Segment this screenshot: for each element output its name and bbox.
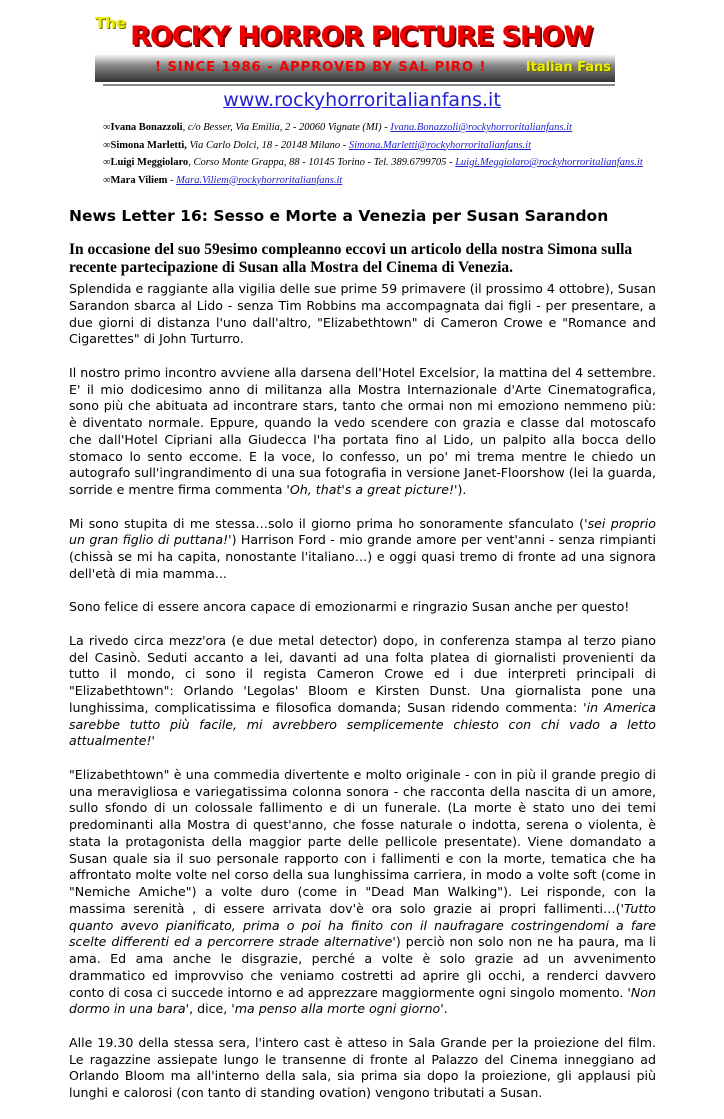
contacts-list [103,119,643,189]
contact-name: Ivana Bonazzoli [110,122,183,133]
banner-italian-fans: Italian Fans [525,60,611,75]
contact-item [103,119,643,137]
article [69,206,659,1119]
banner-title: ROCKY HORROR PICTURE SHOW [130,21,593,52]
paragraph-text: Il nostro primo incontro avviene alla darsena dell'Hotel Excelsior, la mattina del 4 settembre. E' il mio dodicesimo anno di militanza alla Mostra Internazionale d'Arte Cinematografica, sono più che abituata ad incontrare stars, tanto che ormai non mi emoziono nemmeno più: è diventato normale. Eppure, quando la vedo scendere con grazia e classe dal motoscafo che dall'Hotel Cipriani alla Giudecca l'ha portata fino al Lido, un palpito alla bocca dello stomaco lo sento eccome. E la voce, lo confesso, un po' mi trema mentre le chiedo un autografo sull'ingrandimento di una sua fotografia in versione Janet-Floorshow (lei la guarda, sorride e mentre firma commenta ' [69,364,656,497]
contact-email-link[interactable]: Simona.Marletti@rockyhorroritalianfans.it [348,139,531,151]
contact-name: Simona Marletti, [110,139,187,151]
infinity-icon: ∞ [103,174,111,186]
banner-since: ! SINCE 1986 - APPROVED BY SAL PIRO ! [155,60,487,75]
contact-address: , Corso Monte Grappa, 88 - 10145 Torino - Tel. 389.6799705 - [188,157,456,168]
contact-email-link[interactable]: Luigi.Meggiolaro@rockyhorroritalianfans.it [455,157,643,168]
infinity-icon: ∞ [103,157,111,168]
article-subtitle: In occasione del suo 59esimo compleanno eccovi un articolo della nostra Simona sulla recente partecipazione di Susan alla Mostra del Cinema di Venezia. [69,241,633,276]
contact-name: Mara Viliem [110,174,168,186]
banner-bar [95,54,615,82]
contact-email-link[interactable]: Ivana.Bonazzoli@rockyhorroritalianfans.it [390,122,572,133]
italic-quote: Oh, that's a great picture! [289,482,455,497]
banner-title-row [95,14,615,54]
article-paragraph [69,633,656,750]
newsletter-title: News Letter 16: Sesso e Morte a Venezia per Susan Sarandon [69,207,609,225]
contact-name: Luigi Meggiolaro [110,157,189,168]
paragraph-text: Splendida e raggiante alla vigilia delle sue prime 59 primavere (il prossimo 4 ottobre), Susan Sarandon sbarca al Lido - senza Tim Robbins ma accompagnata dai figli - per presentare, a due giorni di distanza l'uno dall'altro, "Elizabethtown" di Cameron Crowe e "Romance and Cigarettes" di John Turturro. [69,281,656,347]
contact-email-link[interactable]: Mara.Viliem@rockyhorroritalianfans.it [176,174,343,186]
article-paragraph [69,599,656,616]
infinity-icon: ∞ [103,139,111,151]
paragraph-text: ', dice, ' [185,1001,235,1017]
site-link[interactable]: www.rockyhorroritalianfans.it [223,89,501,111]
banner-the: The [95,14,127,32]
article-paragraph [69,1035,656,1102]
paragraph-text: '. [440,1001,448,1017]
article-paragraph [69,365,656,499]
paragraph-text: La rivedo circa mezz'ora (e due metal detector) dopo, in conferenza stampa al terzo piano del Casinò. Seduti accanto a lei, davanti ad una folta platea di giornalisti provenienti da tutto il mondo, ci sono il regista Cameron Crowe ed i due interpreti principali di "Elizabethtown": Orlando 'Legolas' Bloom e Kirsten Dunst. Una giornalista pone una lunghissima, complicatissima e filosofica domanda; Susan ridendo commenta: ' [69,632,656,715]
contact-address: - [167,174,177,186]
contact-item [103,172,643,190]
contact-item [103,137,643,155]
italic-quote: Non dormo in una bara [69,984,656,1017]
contact-address: Via Carlo Dolci, 18 - 20148 Milano - [186,139,349,151]
paragraph-text: Alle 19.30 della stessa sera, l'intero cast è atteso in Sala Grande per la proiezione del film. Le ragazzine assiepate lungo le transenne di fronte al Palazzo del Cinema inneggiano ad Orlando Bloom ma all'interno della sala, sia prima sia dopo la proiezione, gli applausi più lunghi e calorosi (con tanto di standing ovation) vengono tributati a Susan. [69,1034,656,1100]
contact-address: , c/o Besser, Via Emilia, 2 - 20060 Vignate (MI) - [182,122,391,133]
article-paragraph [69,767,656,1018]
italic-quote: Tutto quanto avevo pianificato, prima o poi ha finito con il naufragare costringendomi a fare scelte differenti ed a percorrere strade alternative [69,900,656,950]
article-paragraph [69,516,656,583]
article-paragraph [69,281,656,348]
paragraph-text: ') perciò non solo non ne ha paura, ma li ama. Ed ama anche le disgrazie, perché a volte è solo grazie ad un avvenimento drammatico ed improvviso che veniamo costretti ad aprire gli occhi, a renderci davvero conto di cosa ci succede intorno e ad apprezzare maggiormente ogni singolo momento. ' [69,934,656,1000]
paragraph-text: ') Harrison Ford - mio grande amore per vent'anni - senza rimpianti (chissà se mi ha capita, nonostante l'italiano…) e oggi quasi tremo di fronte ad una signora dell'età di mia mamma... [69,532,656,581]
paragraph-text: ' [151,733,155,749]
article-body [69,281,656,1102]
italic-quote: ma penso alla morte ogni giorno [234,1001,441,1017]
paragraph-text: '). [454,482,467,497]
infinity-icon: ∞ [103,122,111,133]
rocky-horror-banner-logo [95,14,615,86]
banner-divider [103,84,615,86]
paragraph-text: "Elizabethtown" è una commedia divertente e molto originale - con in più il grande pregio di una meravigliosa e variegatissima colonna sonora - che racconta della nascita di un amore, sullo sfondo di un colossale fallimento e di un funerale. (La morte è stato uno dei temi predominanti alla Mostra di quest'anno, che fosse naturale o indotta, serena o violenta, è stata la protagonista della maggior parte delle pellicole presentate). Viene domandato a Susan quale sia il suo personale rapporto con i fallimenti e con la morte, tematica che ha affrontato molte volte nel corso della sua lunghissima carriera, in modo a volte soft (come in "Nemiche Amiche") a volte duro (come in "Dead Man Walking"). Lei risponde, con la massima serenità , di essere arrivata dov'è ora solo grazie ai propri fallimenti…(' [69,766,656,916]
italic-quote: sei proprio un gran figlio di puttana! [69,515,656,548]
paragraph-text: Mi sono stupita di me stessa…solo il giorno prima ho sonoramente sfanculato (' [69,515,588,531]
contact-item [103,154,643,172]
italic-quote: in America sarebbe tutto più facile, mi avrebbero semplicemente chiesto con chi vado a letto attualmente! [69,699,656,749]
paragraph-text: Sono felice di essere ancora capace di emozionarmi e ringrazio Susan anche per questo! [69,599,630,615]
